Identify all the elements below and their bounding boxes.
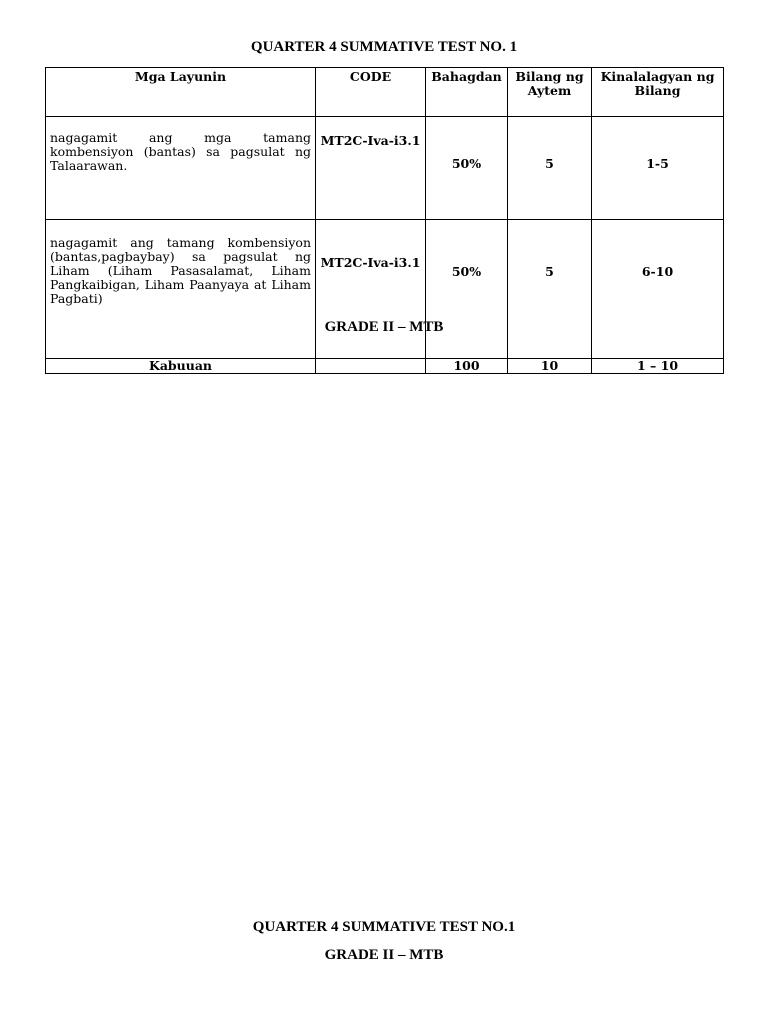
header-code: CODE bbox=[316, 68, 426, 117]
footer-grade: GRADE II – MTB bbox=[324, 947, 444, 963]
total-placement: 1 – 10 bbox=[592, 359, 724, 374]
placement-cell: 1-5 bbox=[592, 117, 724, 220]
objective-cell: nagagamit ang tamang kombensiyon (bantas,pagbaybay) sa pagsulat ng Liham (Liham Pasasalamat, Liham Pangkaibigan, Liham Paanyaya at Liham Pagbati) bbox=[46, 220, 316, 359]
table-header-row bbox=[46, 68, 724, 117]
table-row bbox=[46, 117, 724, 220]
objective-cell: nagagamit ang mga tamang kombensiyon (bantas) sa pagsulat ng Talaarawan. bbox=[46, 117, 316, 220]
placement-cell: 6-10 bbox=[592, 220, 724, 359]
items-cell: 5 bbox=[508, 117, 592, 220]
grade-heading: GRADE II – MTB bbox=[324, 319, 444, 335]
code-cell: MT2C-Iva-i3.1 bbox=[316, 220, 426, 359]
header-objectives: Mga Layunin bbox=[46, 68, 316, 117]
percent-cell: 50% bbox=[426, 220, 508, 359]
code-cell: MT2C-Iva-i3.1 bbox=[316, 117, 426, 220]
percent-cell: 50% bbox=[426, 117, 508, 220]
total-code bbox=[316, 359, 426, 374]
table-row bbox=[46, 220, 724, 359]
page-title: QUARTER 4 SUMMATIVE TEST NO. 1 bbox=[250, 39, 518, 55]
header-items: Bilang ng Aytem bbox=[508, 68, 592, 117]
header-percent: Bahagdan bbox=[426, 68, 508, 117]
total-items: 10 bbox=[508, 359, 592, 374]
total-percent: 100 bbox=[426, 359, 508, 374]
header-placement: Kinalalagyan ng Bilang bbox=[592, 68, 724, 117]
total-label: Kabuuan bbox=[46, 359, 316, 374]
items-cell: 5 bbox=[508, 220, 592, 359]
footer-title: QUARTER 4 SUMMATIVE TEST NO.1 bbox=[252, 919, 516, 935]
total-row bbox=[46, 359, 724, 374]
